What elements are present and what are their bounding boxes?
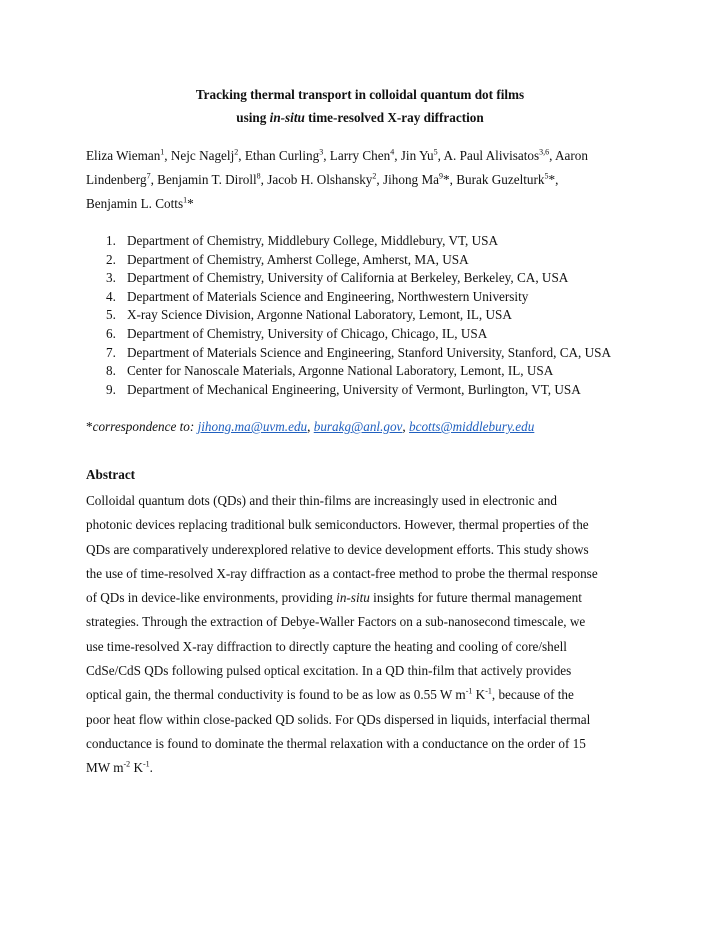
affiliation-number: 5. (106, 307, 116, 323)
author-name: Nejc Nagelj (170, 148, 235, 163)
unit-exponent: -2 (123, 759, 131, 769)
author-name: Ethan Curling (244, 148, 320, 163)
abstract-heading: Abstract (86, 467, 136, 482)
abstract-text: , because of the (491, 687, 574, 703)
affiliation-text: X-ray Science Division, Argonne National Laboratory, Lemont, IL, USA (127, 307, 512, 323)
author-name: Eliza Wieman (86, 148, 161, 163)
author-affil-sup: 1 (160, 147, 165, 157)
author-name: Jacob H. Olshansky (267, 172, 373, 187)
affiliation-item (86, 288, 646, 307)
author-affil-sup: 5 (433, 147, 438, 157)
affiliation-number: 7. (106, 344, 116, 360)
affiliation-number: 1. (106, 233, 116, 248)
abstract-line (86, 683, 638, 707)
abstract-line: photonic devices replacing traditional bulk semiconductors. However, thermal properties of the (86, 517, 589, 533)
affiliation-item (86, 381, 646, 400)
abstract-body (86, 489, 638, 781)
paper-title-line-2 (0, 110, 720, 126)
affiliation-item (86, 251, 646, 270)
abstract-line: QDs are comparatively underexplored relative to device development efforts. This study shows (86, 541, 589, 557)
title-text-pre: using (236, 110, 270, 125)
abstract-line (86, 756, 638, 780)
author-affil-sup: 3,6 (539, 147, 550, 157)
affiliation-number: 3. (106, 270, 116, 286)
author-affil-sup: 3 (319, 147, 324, 157)
email-link-guzelturk[interactable]: burakg@anl.gov (313, 419, 403, 434)
affiliation-item (86, 362, 646, 381)
affiliation-number: 6. (106, 325, 116, 341)
correspondence-star: * (86, 419, 93, 434)
author-affil-sup: 5 (544, 171, 549, 181)
author-line-3 (86, 192, 642, 216)
abstract-text: insights for future thermal management (369, 590, 582, 606)
abstract-in-situ: in-situ (336, 590, 370, 606)
affiliation-item (86, 232, 646, 251)
title-in-situ: in-situ (269, 110, 305, 125)
email-link-cotts[interactable]: bcotts@middlebury.edu (409, 419, 535, 434)
affiliation-number: 2. (106, 251, 116, 267)
author-name: Burak Guzelturk (456, 172, 545, 187)
abstract-text: MW m (86, 760, 124, 776)
author-name: A. Paul Alivisatos (443, 148, 540, 163)
abstract-text: optical gain, the thermal conductivity is found to be as low as 0.55 W m (86, 687, 466, 703)
abstract-line: the use of time-resolved X-ray diffraction as a contact-free method to probe the thermal response (86, 565, 598, 581)
unit-text: K (472, 687, 486, 703)
author-line-2: Lindenberg$^7$, Benjamin T. Diroll$^8$, Jacob H. Olshansky$^2$, Jihong Ma$^9$*, Burak Guzelturk$^5$*, (86, 171, 559, 187)
author-affil-sup: 2 (372, 171, 377, 181)
affiliation-text: Department of Materials Science and Engineering, Stanford University, Stanford, CA, USA (127, 344, 612, 360)
affiliation-text: Department of Chemistry, University of Chicago, Chicago, IL, USA (127, 325, 488, 341)
paper-title-line-1: Tracking thermal transport in colloidal quantum dot films (195, 87, 525, 102)
correspondence-line: *correspondence to: jihong.ma@uvm.edu, burakg@anl.gov, bcotts@middlebury.edu (86, 419, 535, 434)
email-link-ma[interactable]: jihong.ma@uvm.edu (197, 419, 308, 434)
abstract-text: of QDs in device-like environments, providing (86, 590, 337, 606)
unit-text: K (130, 760, 143, 776)
affiliation-text: Department of Materials Science and Engineering, Northwestern University (127, 288, 529, 304)
abstract-text: . (149, 760, 153, 776)
unit-exponent: -1 (485, 686, 492, 696)
affiliation-item (86, 269, 646, 288)
affiliation-item (86, 325, 646, 344)
abstract-line: Colloidal quantum dots (QDs) and their thin-films are increasingly used in electronic and (86, 493, 557, 508)
author-name: Larry Chen (329, 148, 391, 163)
title-text-post: time-resolved X-ray diffraction (304, 110, 484, 125)
affiliation-text: Department of Chemistry, University of California at Berkeley, Berkeley, CA, USA (127, 270, 569, 286)
author-line-1: Eliza Wieman$^1$, Nejc Nagelj$^2$, Ethan Curling$^3$, Larry Chen$^4$, Jin Yu$^5$, A. Paul Alivisatos$^{3,6}$, Aaron (86, 147, 588, 163)
author-list (86, 144, 642, 216)
abstract-line: poor heat flow within close-packed QD solids. For QDs dispersed in liquids, interfacial thermal (86, 711, 591, 727)
affiliation-number: 9. (106, 381, 116, 397)
author-name: Benjamin T. Diroll (157, 172, 257, 187)
author-affil-sup: 4 (390, 147, 395, 157)
affiliation-text: Department of Mechanical Engineering, University of Vermont, Burlington, VT, USA (127, 381, 581, 397)
author-name: Benjamin L. Cotts (86, 196, 184, 211)
affiliation-item (86, 306, 646, 325)
abstract-line: conductance is found to dominate the thermal relaxation with a conductance on the order of 15 (86, 735, 586, 751)
unit-exponent: -1 (465, 686, 473, 696)
abstract-line: use time-resolved X-ray diffraction to directly capture the heating and cooling of core/shell (86, 638, 567, 654)
abstract-line: strategies. Through the extraction of Debye-Waller Factors on a sub-nanosecond timescale, we (86, 614, 586, 630)
correspondence-label: correspondence to: (92, 419, 195, 434)
abstract-line: CdSe/CdS QDs following pulsed optical excitation. In a QD thin-film that actively provides (86, 663, 572, 679)
author-name: Jin Yu (400, 148, 434, 163)
unit-exponent: -1 (143, 759, 150, 769)
affiliation-text: Department of Chemistry, Amherst College, Amherst, MA, USA (127, 251, 469, 267)
author-affil-sup: 9 (439, 171, 444, 181)
affiliation-number: 4. (106, 288, 116, 304)
affiliation-number: 8. (106, 363, 116, 379)
affiliation-item (86, 344, 646, 363)
author-affil-sup: 8 (256, 171, 261, 181)
affiliation-text: Center for Nanoscale Materials, Argonne National Laboratory, Lemont, IL, USA (127, 363, 554, 379)
corresponding-star: * (443, 172, 450, 187)
affiliation-text: Department of Chemistry, Middlebury College, Middlebury, VT, USA (127, 233, 499, 248)
author-affil-sup: 2 (234, 147, 239, 157)
author-affil-sup: 1 (183, 195, 188, 205)
corresponding-star: * (187, 196, 194, 211)
corresponding-star: * (548, 172, 556, 187)
author-name: Jihong Ma (382, 172, 440, 187)
abstract-line (86, 586, 638, 610)
author-affil-sup: 7 (146, 171, 151, 181)
affiliation-list (86, 232, 646, 399)
